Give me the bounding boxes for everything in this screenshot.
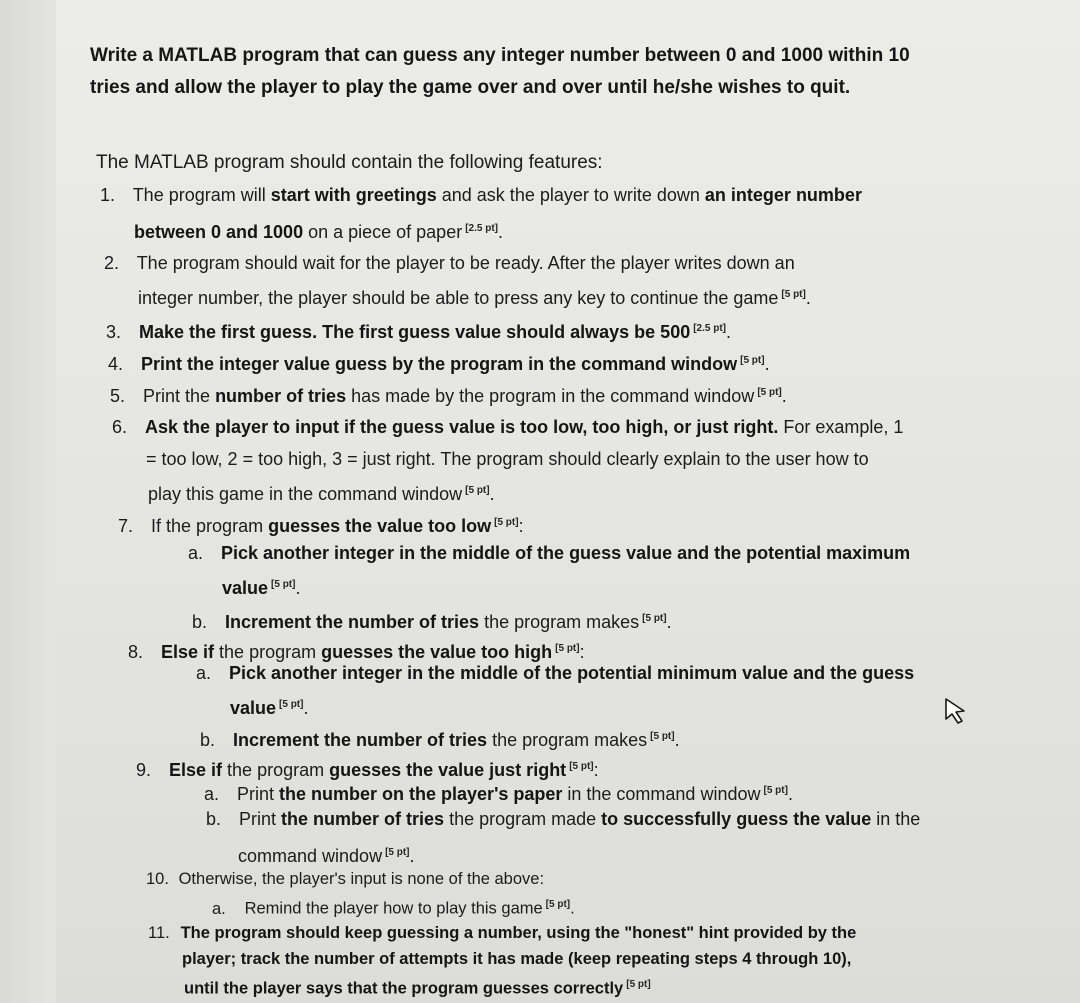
item-text: play this game in the command window: [148, 484, 463, 504]
item-punct: .: [497, 222, 503, 242]
item-bold-text: between 0 and 1000: [134, 222, 304, 242]
points-label: [5 pt]: [555, 643, 580, 654]
points-label: [5 pt]: [757, 387, 782, 398]
item-number: 6.: [112, 417, 128, 437]
intro-text: The MATLAB program should contain the following features:: [96, 152, 603, 173]
points-label: [5 pt]: [763, 785, 788, 796]
item-number: 9.: [136, 760, 152, 780]
item-bold-text: the number on the player's paper: [279, 784, 563, 804]
item-number: 2.: [104, 253, 120, 273]
item-text: and ask the player to write down: [436, 185, 705, 205]
item-punct: .: [303, 698, 309, 718]
item-number: a.: [212, 899, 226, 918]
list-item-8b: [200, 722, 680, 755]
item-text: in the: [871, 809, 921, 829]
item-text: the program made: [444, 809, 602, 829]
item-text: on a piece of paper: [303, 222, 463, 242]
item-bold-text: guesses the value just right: [329, 760, 567, 780]
item-number: 8.: [128, 642, 144, 662]
item-number: a.: [188, 543, 204, 563]
list-item-8a-cont: [230, 690, 309, 723]
list-item-1-cont: [134, 214, 503, 247]
item-bold-text: start with greetings: [270, 185, 437, 205]
points-label: [5 pt]: [740, 355, 765, 366]
item-punct: .: [674, 730, 680, 750]
points-label: [5 pt]: [569, 761, 594, 772]
item-text: Remind the player how to play this game: [244, 899, 543, 918]
points-label: [5 pt]: [465, 485, 490, 496]
mouse-pointer-icon: [942, 697, 968, 725]
item-punct: .: [764, 354, 770, 374]
item-bold-text: Increment the number of tries: [225, 612, 480, 632]
points-label: [5 pt]: [626, 979, 651, 990]
item-number: 5.: [110, 386, 126, 406]
list-item-6: [112, 412, 903, 442]
screen-bezel-edge: [0, 0, 56, 1003]
item-punct: .: [489, 484, 495, 504]
points-label: [5 pt]: [494, 517, 519, 528]
item-number: a.: [196, 663, 212, 683]
list-item-7: [118, 508, 524, 541]
item-bold-text: Print the integer value guess by the program in the command window: [141, 354, 738, 374]
item-text: Print: [237, 784, 280, 804]
points-label: [5 pt]: [271, 579, 296, 590]
list-item-7b: [192, 604, 672, 637]
item-text: integer number, the player should be able to press any key to continue the game: [138, 288, 779, 308]
item-text: the program makes: [487, 730, 648, 750]
item-bold-text: Else if: [169, 760, 223, 780]
item-bold-text: Ask the player to input if the guess value is too low, too high, or just right.: [145, 417, 779, 437]
item-punct: :: [593, 760, 599, 780]
item-punct: .: [781, 386, 787, 406]
item-text: the program: [214, 642, 322, 662]
item-punct: .: [805, 288, 811, 308]
item-punct: :: [518, 516, 524, 536]
item-number: b.: [192, 612, 208, 632]
item-bold-text: to successfully guess the value: [601, 809, 872, 829]
heading-line-1: Write a MATLAB program that can guess any integer number between 0 and 1000 within 10: [90, 45, 910, 66]
item-text: The program should wait for the player to be ready. After the player writes down an: [136, 253, 795, 273]
list-item-9b: [206, 804, 920, 834]
list-item-5: [110, 378, 787, 411]
item-bold-text: until the player says that the program guesses correctly: [184, 979, 624, 998]
list-item-7a-cont: [222, 570, 301, 603]
points-label: [5 pt]: [545, 899, 571, 910]
item-number: b.: [206, 809, 222, 829]
item-punct: .: [787, 784, 793, 804]
item-bold-text: Pick another integer in the middle of the potential minimum value and the guess: [229, 663, 915, 683]
item-text: has made by the program in the command window: [346, 386, 755, 406]
points-label: [2.5 pt]: [465, 223, 498, 234]
item-punct: .: [666, 612, 672, 632]
item-text: = too low, 2 = too high, 3 = just right. The program should clearly explain to the user how to: [146, 449, 869, 469]
item-punct: .: [409, 846, 415, 866]
points-label: [5 pt]: [650, 731, 675, 742]
item-text: in the command window: [562, 784, 761, 804]
points-label: [5 pt]: [279, 699, 304, 710]
list-item-3: [106, 314, 731, 347]
item-number: 7.: [118, 516, 134, 536]
item-bold-text: Else if: [161, 642, 215, 662]
list-item-11-cont-2: [184, 970, 651, 1003]
list-item-1: [100, 180, 862, 210]
item-text: the program: [222, 760, 330, 780]
item-number: 1.: [100, 185, 116, 205]
item-punct: .: [570, 899, 575, 918]
points-label: [5 pt]: [642, 613, 667, 624]
list-item-2: [104, 248, 795, 278]
item-bold-text: the number of tries: [281, 809, 445, 829]
item-text: Print: [239, 809, 282, 829]
item-number: 10.: [146, 870, 169, 888]
list-item-7a: [188, 538, 910, 568]
item-punct: .: [295, 578, 301, 598]
item-bold-text: guesses the value too low: [268, 516, 492, 536]
item-text: If the program: [151, 516, 269, 536]
points-label: [5 pt]: [781, 289, 806, 300]
item-bold-text: value: [222, 578, 269, 598]
item-text: The program will: [132, 185, 271, 205]
list-item-6-cont-1: [146, 444, 869, 474]
item-bold-text: number of tries: [215, 386, 347, 406]
item-bold-text: Pick another integer in the middle of the guess value and the potential maximum: [221, 543, 911, 563]
item-number: 4.: [108, 354, 124, 374]
item-text: command window: [238, 846, 383, 866]
item-punct: :: [579, 642, 585, 662]
points-label: [2.5 pt]: [693, 323, 726, 334]
item-text: Otherwise, the player's input is none of the above:: [178, 870, 545, 888]
list-item-8a: [196, 658, 914, 688]
item-bold-text: Increment the number of tries: [233, 730, 488, 750]
list-item-2-cont: [138, 280, 811, 313]
item-bold-text: guesses the value too high: [321, 642, 553, 662]
item-number: b.: [200, 730, 216, 750]
item-text: the program makes: [479, 612, 640, 632]
item-punct: .: [726, 322, 732, 342]
item-number: 11.: [148, 924, 170, 942]
item-number: 3.: [106, 322, 122, 342]
list-item-4: [108, 346, 770, 379]
item-bold-text: Make the first guess. The first guess value should always be 500: [139, 322, 691, 342]
item-text: For example, 1: [778, 417, 904, 437]
assignment-heading: [90, 40, 990, 104]
item-number: a.: [204, 784, 220, 804]
item-bold-text: The program should keep guessing a number, using the "honest" hint provided by the: [180, 924, 857, 942]
item-text: Print the: [143, 386, 216, 406]
points-label: [5 pt]: [385, 847, 410, 858]
item-bold-text: player; track the number of attempts it has made (keep repeating steps 4 through 10),: [182, 950, 852, 968]
item-bold-text: an integer number: [704, 185, 862, 205]
heading-line-2: tries and allow the player to play the game over and over until he/she wishes to quit.: [90, 77, 851, 98]
item-bold-text: value: [230, 698, 277, 718]
list-item-6-cont-2: [148, 476, 495, 509]
